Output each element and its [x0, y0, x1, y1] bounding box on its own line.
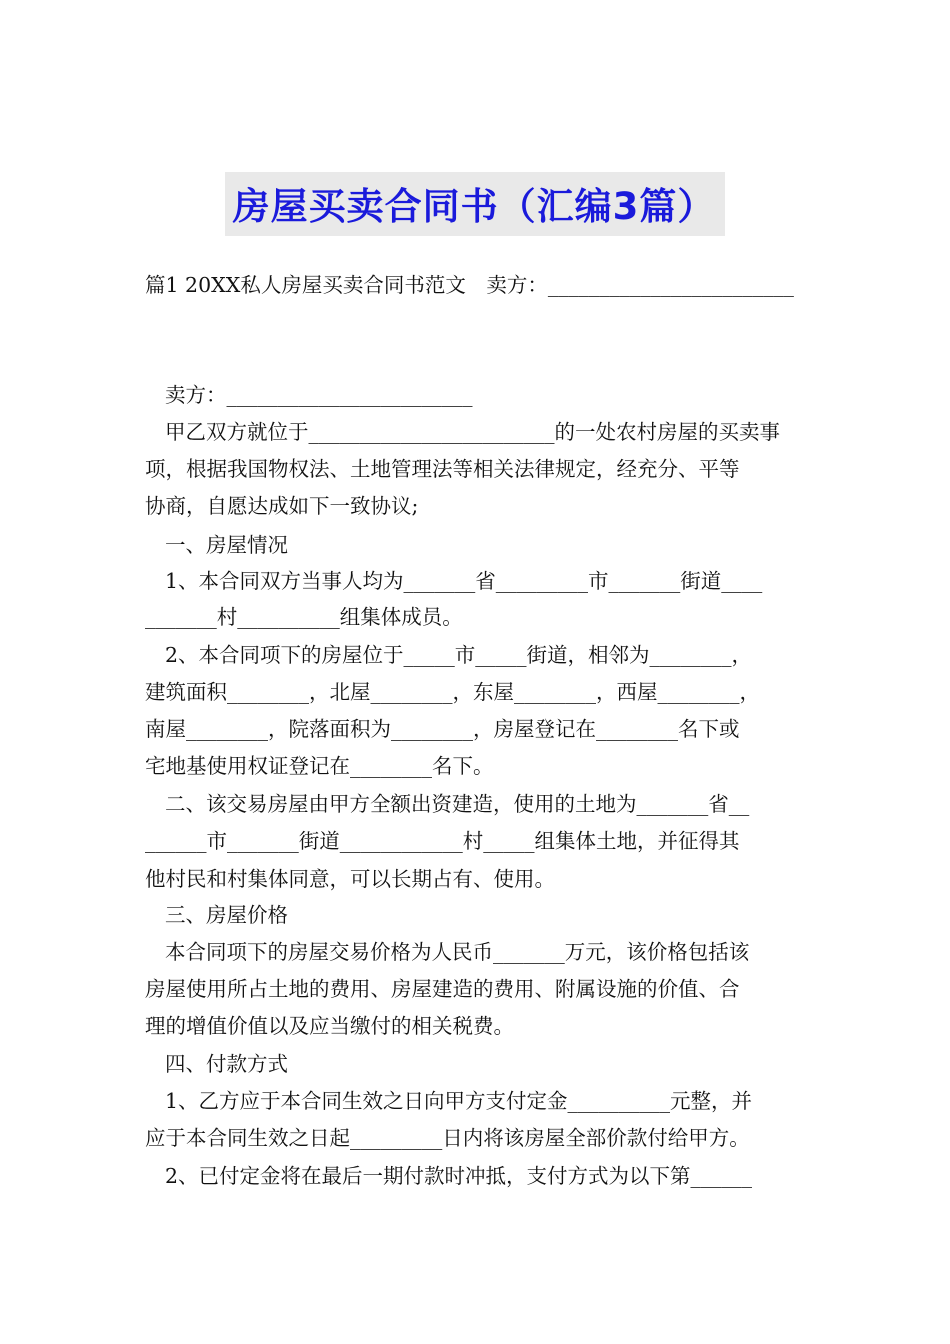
doc-line: 应于本合同生效之日起_________日内将该房屋全部价款付给甲方。	[145, 1126, 750, 1150]
doc-line: 卖方：________________________	[165, 383, 473, 407]
document-title: 房屋买卖合同书（汇编3篇）	[225, 172, 726, 236]
doc-line: 甲乙双方就位于________________________的一处农村房屋的买卖事	[165, 420, 780, 444]
doc-line: 协商，自愿达成如下一致协议;	[145, 494, 419, 518]
doc-line: 2、本合同项下的房屋位于_____市_____街道，相邻为________，	[165, 643, 753, 667]
doc-line: 二、该交易房屋由甲方全额出资建造，使用的土地为_______省__	[165, 792, 750, 816]
doc-line: 项，根据我国物权法、土地管理法等相关法律规定，经充分、平等	[145, 457, 740, 481]
doc-line: 理的增值价值以及应当缴付的相关税费。	[145, 1014, 514, 1038]
doc-line-section: 一、房屋情况	[165, 533, 288, 557]
doc-line-section: 四、付款方式	[165, 1052, 288, 1076]
doc-line-heading: 篇1 20XX私人房屋买卖合同书范文 卖方：________________________	[145, 273, 794, 297]
doc-line: 1、乙方应于本合同生效之日向甲方支付定金__________元整，并	[165, 1089, 753, 1113]
doc-line: 他村民和村集体同意，可以长期占有、使用。	[145, 867, 555, 891]
doc-line-section: 三、房屋价格	[165, 903, 288, 927]
doc-line: 南屋________，院落面积为________，房屋登记在________名下或	[145, 717, 740, 741]
doc-line: 房屋使用所占土地的费用、房屋建造的费用、附属设施的价值、合	[145, 977, 740, 1001]
doc-line: 2、已付定金将在最后一期付款时冲抵，支付方式为以下第______	[165, 1164, 753, 1188]
doc-line: 1、本合同双方当事人均为_______省_________市_______街道____	[165, 569, 763, 593]
title-wrap	[0, 172, 950, 236]
doc-line: _______村__________组集体成员。	[145, 605, 463, 629]
doc-line: 建筑面积________，北屋________，东屋________，西屋________，	[145, 680, 760, 704]
doc-line: 宅地基使用权证登记在________名下。	[145, 754, 494, 778]
doc-line: ______市_______街道____________村_____组集体土地，并征得其	[145, 829, 740, 853]
doc-line: 本合同项下的房屋交易价格为人民币_______万元，该价格包括该	[165, 940, 750, 964]
